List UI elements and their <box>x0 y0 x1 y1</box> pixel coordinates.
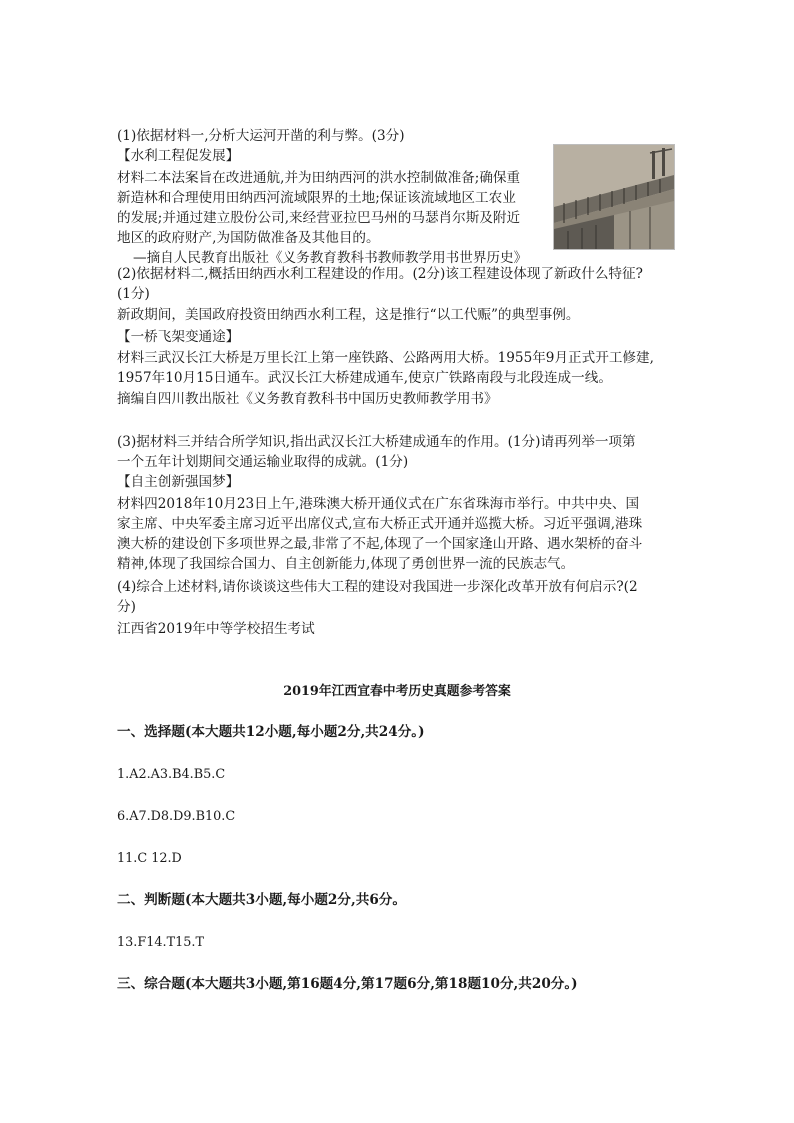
part-1-answers-row-2: 6.A7.D8.D9.B10.C <box>117 809 236 824</box>
material-3-source: 摘编自四川教出版社《义务教育教科书中国历史教师教学用书》 <box>117 391 498 407</box>
part-1-heading: 一、选择题(本大题共12小题,每小题2分,共24分。) <box>117 724 425 740</box>
dam-illustration <box>554 145 674 249</box>
material-4-line-2: 家主席、中央军委主席习近平出席仪式,宣布大桥正式开通并巡揽大桥。习近平强调,港珠 <box>117 516 643 532</box>
material-2-line-3: 的发展;并通过建立股份公司,来经营亚拉巴马州的马瑟肖尔斯及附近 <box>117 210 521 226</box>
material-3-line-1: 材料三武汉长江大桥是万里长江上第一座铁路、公路两用大桥。1955年9月正式开工修建, <box>117 350 654 366</box>
section-heading-bridge: 【一桥飞架变通途】 <box>117 329 240 345</box>
question-4-line-1: (4)综合上述材料,请你谈谈这些伟大工程的建设对我国进一步深化改革开放有何启示?(2 <box>117 579 638 595</box>
question-3-line-2: 一个五年计划期间交通运输业取得的成就。(1分) <box>117 454 409 470</box>
material-2-source: —摘自人民教育出版社《义务教育教科书教师教学用书世界历史》 <box>133 250 528 266</box>
part-2-answers: 13.F14.T15.T <box>117 935 205 950</box>
material-2-line-4: 地区的政府财产,为国防做准备及其他目的。 <box>117 230 380 246</box>
part-1-answers-row-1: 1.A2.A3.B4.B5.C <box>117 767 226 782</box>
material-3-line-2: 1957年10月15日通车。武汉长江大桥建成通车,使京广铁路南段与北段连成一线。 <box>117 370 612 386</box>
section-heading-innovation: 【自主创新强国梦】 <box>117 474 240 490</box>
section-heading-water: 【水利工程促发展】 <box>117 148 240 164</box>
material-2-line-1: 材料二本法案旨在改进通航,并为田纳西河的洪水控制做准备;确保重 <box>117 170 521 186</box>
question-3-line-1: (3)据材料三并结合所学知识,指出武汉长江大桥建成通车的作用。(1分)请再列举一项第 <box>117 434 636 450</box>
question-2-line-2: (1分) <box>117 286 150 302</box>
answer-title: 2019年江西宜春中考历史真题参考答案 <box>283 684 511 699</box>
part-3-heading: 三、综合题(本大题共3小题,第16题4分,第17题6分,第18题10分,共20分。) <box>117 976 578 992</box>
question-4-line-2: 分) <box>117 599 136 615</box>
question-2-line-1: (2)依据材料二,概括田纳西水利工程建设的作用。(2分)该工程建设体现了新政什么特征? <box>117 266 643 282</box>
material-4-line-3: 澳大桥的建设创下多项世界之最,非常了不起,体现了一个国家逢山开路、遇水架桥的奋斗 <box>117 536 643 552</box>
material-4-line-4: 精神,体现了我国综合国力、自主创新能力,体现了勇创世界一流的民族志气。 <box>117 556 575 572</box>
exam-name: 江西省2019年中等学校招生考试 <box>117 621 315 637</box>
part-2-heading: 二、判断题(本大题共3小题,每小题2分,共6分。 <box>117 892 406 908</box>
question-1: (1)依据材料一,分析大运河开凿的利与弊。(3分) <box>117 128 405 144</box>
note-new-deal: 新政期间，美国政府投资田纳西水利工程，这是推行“以工代赈”的典型事例。 <box>117 307 580 323</box>
part-1-answers-row-3: 11.C 12.D <box>117 851 182 866</box>
dam-photo <box>553 144 675 250</box>
material-2-line-2: 新造林和合理使用田纳西河流域限界的土地;保证该流域地区工农业 <box>117 190 516 206</box>
material-4-line-1: 材料四2018年10月23日上午,港珠澳大桥开通仪式在广东省珠海市举行。中共中央、国 <box>117 496 640 512</box>
